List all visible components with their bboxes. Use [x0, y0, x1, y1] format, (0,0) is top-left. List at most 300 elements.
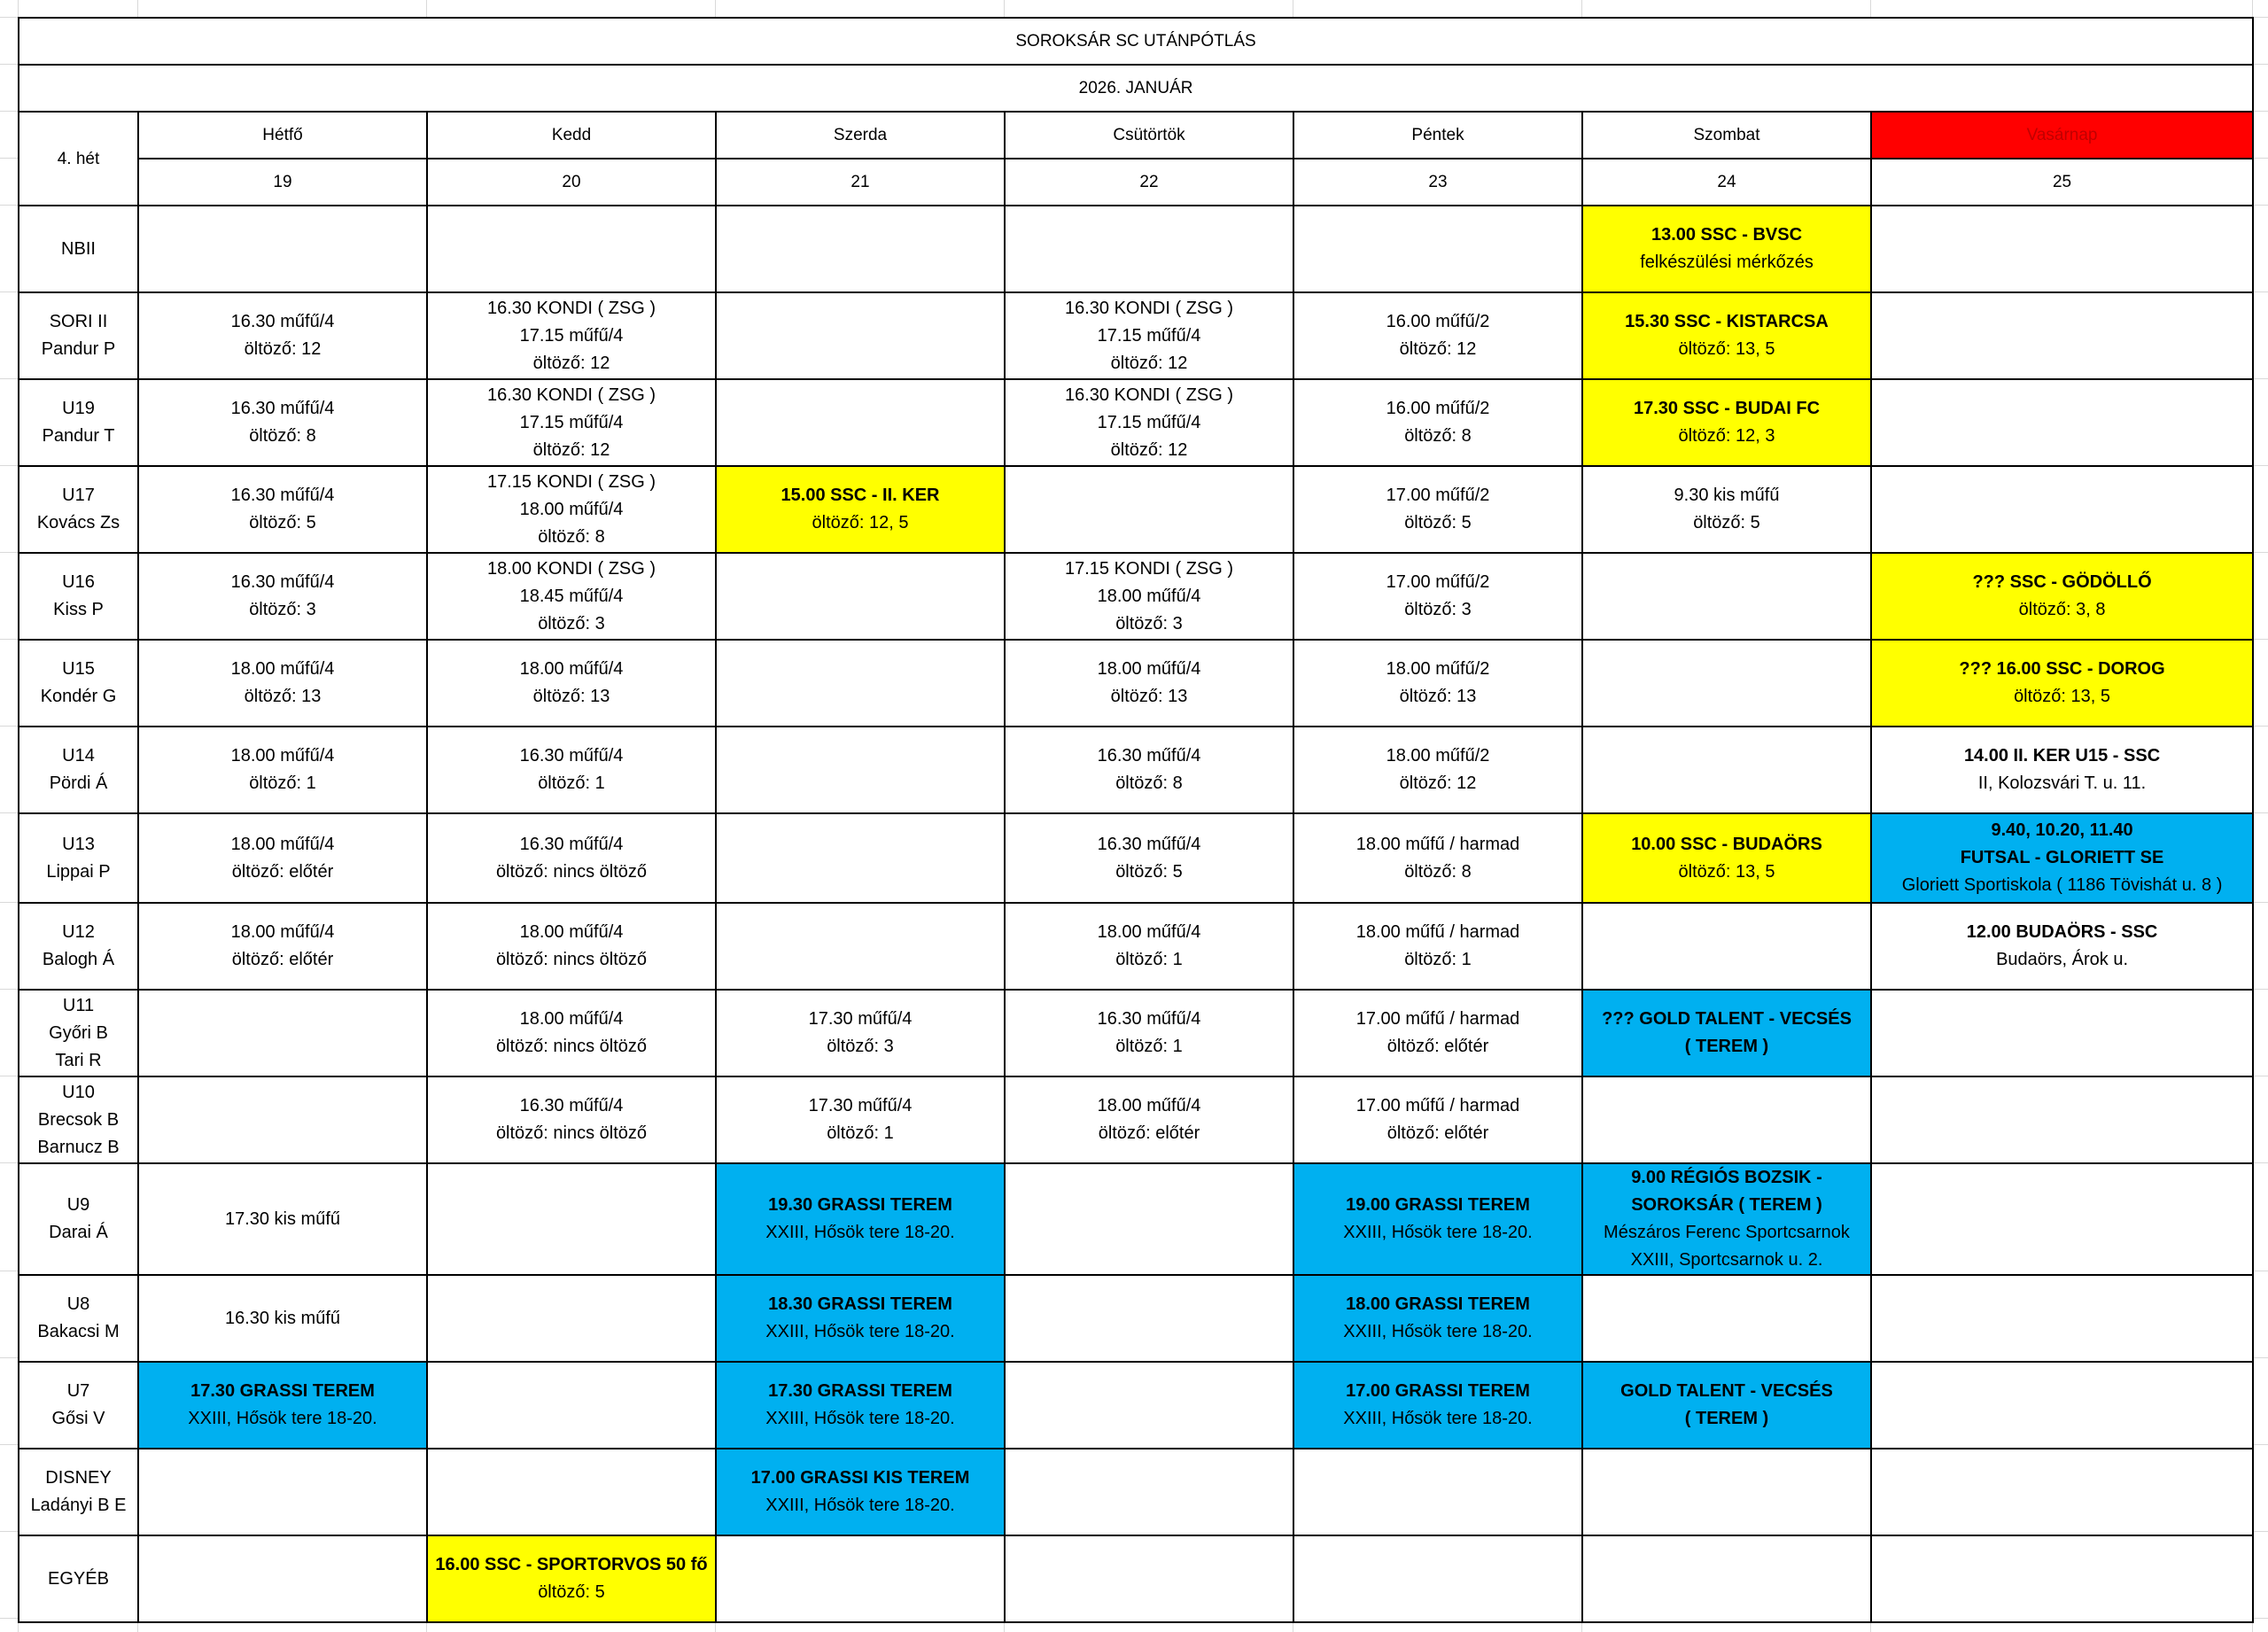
event-line: 17.30 műfű/4 — [808, 1096, 913, 1115]
team-row — [19, 206, 2253, 292]
team-row — [19, 1275, 2253, 1362]
event-title: ( TEREM ) — [1684, 1037, 1769, 1056]
event-line: 18.00 műfű/4 — [230, 659, 335, 679]
week-label: 4. hét — [19, 112, 138, 206]
schedule-cell — [1005, 1163, 1293, 1275]
schedule-cell — [427, 813, 716, 903]
event-line: 16.30 KONDI ( ZSG ) — [486, 385, 656, 405]
schedule-cell — [1871, 1449, 2253, 1535]
team-name: U7 — [66, 1381, 90, 1401]
coach-name: Barnucz B — [37, 1137, 120, 1157]
coach-name: Kondér G — [40, 687, 117, 706]
schedule-cell — [716, 990, 1005, 1076]
schedule-cell — [138, 292, 427, 379]
team-row — [19, 727, 2253, 813]
schedule-cell — [1005, 1449, 1293, 1535]
event-line: 18.00 műfű/4 — [230, 922, 335, 942]
schedule-cell — [1293, 553, 1582, 640]
schedule-cell — [716, 903, 1005, 990]
sheet-title: SOROKSÁR SC UTÁNPÓTLÁS — [19, 18, 2253, 65]
schedule-cell — [1582, 379, 1871, 466]
event-line: öltöző: 3 — [1115, 613, 1183, 633]
schedule-cell — [716, 1362, 1005, 1449]
event-line: 18.00 műfű/4 — [519, 659, 624, 679]
coach-name: Bakacsi M — [37, 1322, 120, 1341]
event-line: 16.30 műfű/4 — [519, 1096, 624, 1115]
event-line: öltöző: 1 — [1404, 950, 1472, 969]
schedule-cell — [1871, 990, 2253, 1076]
event-line: II, Kolozsvári T. u. 11. — [1977, 773, 2147, 793]
event-title: FUTSAL - GLORIETT SE — [1960, 848, 2164, 867]
schedule-cell — [1293, 1275, 1582, 1362]
team-label — [19, 1362, 138, 1449]
schedule-cell — [1582, 1275, 1871, 1362]
event-line: öltöző: 13 — [1110, 687, 1188, 706]
event-line: öltöző: előtér — [1386, 1123, 1489, 1143]
schedule-cell — [716, 813, 1005, 903]
schedule-cell — [1005, 206, 1293, 292]
schedule-cell — [138, 1076, 427, 1163]
schedule-cell — [1293, 379, 1582, 466]
schedule-cell — [1005, 1535, 1293, 1622]
event-title: 9.40, 10.20, 11.40 — [1991, 820, 2133, 840]
event-line: öltöző: 12 — [532, 439, 610, 460]
schedule-cell — [1293, 1076, 1582, 1163]
coach-name: Kovács Zs — [36, 513, 120, 532]
team-row — [19, 903, 2253, 990]
schedule-cell — [427, 1535, 716, 1622]
team-label — [19, 903, 138, 990]
schedule-cell — [716, 1275, 1005, 1362]
event-line: Gloriett Sportiskola ( 1186 Tövishát u. 8 ) — [1901, 875, 2223, 895]
event-line: Mészáros Ferenc Sportcsarnok — [1604, 1223, 1850, 1242]
event-line: öltöző: 3 — [827, 1037, 894, 1056]
event-title: 9.00 RÉGIÓS BOZSIK - — [1631, 1168, 1822, 1187]
team-row — [19, 466, 2253, 553]
event-line: 17.00 műfű / harmad — [1355, 1096, 1520, 1115]
schedule-cell — [1293, 640, 1582, 727]
schedule-cell — [138, 1163, 427, 1275]
schedule-cell — [716, 292, 1005, 379]
day-name-4: Péntek — [1293, 112, 1582, 159]
team-label — [19, 1449, 138, 1535]
event-line: öltöző: 8 — [249, 426, 316, 446]
schedule-cell — [138, 1449, 427, 1535]
dates-row — [19, 159, 2253, 206]
schedule-cell — [1005, 1076, 1293, 1163]
event-line: XXIII, Hősök tere 18-20. — [1343, 1409, 1533, 1428]
team-row — [19, 813, 2253, 903]
schedule-cell — [1293, 1163, 1582, 1275]
event-line: öltöző: 13, 5 — [2014, 687, 2111, 706]
event-line: 17.00 műfű / harmad — [1355, 1009, 1520, 1029]
event-title: 16.00 SSC - SPORTORVOS 50 fő — [435, 1555, 708, 1574]
event-line: öltöző: 13 — [1399, 687, 1477, 706]
event-line: öltöző: 5 — [1404, 513, 1472, 532]
schedule-cell — [1582, 206, 1871, 292]
schedule-cell — [138, 990, 427, 1076]
event-line: 16.30 műfű/4 — [230, 486, 335, 505]
schedule-cell — [427, 1362, 716, 1449]
team-label — [19, 466, 138, 553]
schedule-cell — [1293, 1535, 1582, 1622]
event-line: 16.30 kis műfű — [224, 1308, 341, 1328]
event-line: öltöző: 8 — [1404, 861, 1472, 882]
team-label — [19, 813, 138, 903]
schedule-cell — [716, 1535, 1005, 1622]
team-row — [19, 1076, 2253, 1163]
schedule-cell — [1005, 990, 1293, 1076]
team-label — [19, 990, 138, 1076]
schedule-cell — [1293, 813, 1582, 903]
event-line: 18.00 műfű/4 — [1097, 1096, 1201, 1115]
event-line: 18.00 műfű/2 — [1386, 659, 1490, 679]
team-label — [19, 1275, 138, 1362]
team-row — [19, 1535, 2253, 1622]
event-line: 16.30 műfű/4 — [230, 572, 335, 592]
team-label — [19, 1163, 138, 1275]
schedule-cell — [138, 379, 427, 466]
schedule-cell — [716, 1449, 1005, 1535]
event-line: öltöző: 12 — [1399, 773, 1477, 793]
event-line: öltöző: 3 — [1404, 600, 1472, 619]
event-line: Budaörs, Árok u. — [1996, 950, 2129, 969]
team-row — [19, 1362, 2253, 1449]
team-row — [19, 379, 2253, 466]
schedule-cell — [716, 553, 1005, 640]
schedule-cell — [1005, 379, 1293, 466]
day-date-5: 24 — [1582, 159, 1871, 206]
schedule-cell — [1293, 1449, 1582, 1535]
day-date-2: 21 — [716, 159, 1005, 206]
event-line: 18.00 műfű/4 — [519, 499, 624, 519]
team-label — [19, 640, 138, 727]
day-date-0: 19 — [138, 159, 427, 206]
event-title: 18.30 GRASSI TEREM — [768, 1294, 952, 1314]
event-line: 17.15 KONDI ( ZSG ) — [486, 471, 656, 492]
day-name-2: Szerda — [716, 112, 1005, 159]
schedule-cell — [427, 990, 716, 1076]
event-line: XXIII, Hősök tere 18-20. — [765, 1496, 955, 1515]
coach-name: Ladányi B E — [30, 1496, 127, 1515]
schedule-cell — [1871, 727, 2253, 813]
team-name: SORI II — [49, 312, 108, 331]
schedule-cell — [1582, 1362, 1871, 1449]
event-line: XXIII, Hősök tere 18-20. — [765, 1223, 955, 1242]
event-line: 16.30 műfű/4 — [519, 746, 624, 765]
event-line: 17.15 műfű/4 — [1097, 325, 1201, 346]
schedule-cell — [1293, 206, 1582, 292]
event-line: öltöző: 5 — [1115, 861, 1183, 882]
event-line: öltöző: 12 — [532, 353, 610, 373]
event-line: öltöző: 1 — [1115, 1037, 1183, 1056]
team-name: U12 — [62, 922, 95, 942]
event-line: öltöző: 1 — [249, 773, 316, 793]
coach-name: Pandur P — [41, 339, 116, 359]
team-name: U10 — [62, 1082, 95, 1102]
schedule-cell — [1871, 1076, 2253, 1163]
event-title: 10.00 SSC - BUDAÖRS — [1631, 834, 1822, 854]
event-line: öltöző: 13 — [244, 687, 322, 706]
team-label — [19, 206, 138, 292]
team-name: U17 — [62, 486, 95, 505]
schedule-cell — [716, 1163, 1005, 1275]
event-line: öltöző: 13 — [532, 687, 610, 706]
event-title: ??? 16.00 SSC - DOROG — [1959, 659, 2165, 679]
team-row — [19, 1163, 2253, 1275]
event-line: öltöző: 12 — [1399, 339, 1477, 359]
team-label — [19, 1535, 138, 1622]
event-line: felkészülési mérkőzés — [1640, 253, 1814, 272]
event-title: 19.30 GRASSI TEREM — [768, 1195, 952, 1215]
team-row — [19, 640, 2253, 727]
event-title: 15.00 SSC - II. KER — [781, 486, 940, 505]
schedule-cell — [427, 379, 716, 466]
event-line: 16.00 műfű/2 — [1386, 312, 1490, 331]
schedule-cell — [138, 640, 427, 727]
schedule-cell — [1005, 903, 1293, 990]
event-title: 12.00 BUDAÖRS - SSC — [1966, 922, 2158, 942]
schedule-cell — [1005, 553, 1293, 640]
event-line: öltöző: 3 — [249, 600, 316, 619]
event-line: 17.15 műfű/4 — [519, 412, 624, 432]
schedule-cell — [1293, 292, 1582, 379]
event-line: XXIII, Sportcsarnok u. 2. — [1630, 1250, 1823, 1270]
schedule-cell — [138, 553, 427, 640]
schedule-cell — [1005, 466, 1293, 553]
schedule-cell — [716, 727, 1005, 813]
schedule-cell — [1871, 1275, 2253, 1362]
event-line: öltöző: nincs öltöző — [495, 1037, 648, 1056]
event-line: 16.30 műfű/4 — [1097, 1009, 1201, 1029]
team-row — [19, 553, 2253, 640]
event-line: 18.45 műfű/4 — [519, 586, 624, 606]
schedule-cell — [427, 553, 716, 640]
schedule-cell — [1871, 813, 2253, 903]
event-title: GOLD TALENT - VECSÉS — [1620, 1381, 1833, 1401]
event-line: öltöző: 3, 8 — [2018, 600, 2106, 619]
schedule-cell — [1871, 1535, 2253, 1622]
team-row — [19, 990, 2253, 1076]
event-line: XXIII, Hősök tere 18-20. — [1343, 1223, 1533, 1242]
event-line: öltöző: 12, 3 — [1678, 426, 1775, 446]
schedule-cell — [138, 813, 427, 903]
schedule-cell — [427, 292, 716, 379]
day-name-1: Kedd — [427, 112, 716, 159]
schedule-cell — [427, 640, 716, 727]
day-date-6: 25 — [1871, 159, 2253, 206]
schedule-cell — [1871, 640, 2253, 727]
coach-name: Pördi Á — [49, 773, 108, 793]
event-line: 17.00 műfű/2 — [1386, 486, 1490, 505]
schedule-cell — [1871, 553, 2253, 640]
event-line: öltöző: előtér — [1098, 1123, 1200, 1143]
event-line: öltöző: előtér — [231, 950, 334, 969]
event-line: 17.15 műfű/4 — [519, 325, 624, 346]
coach-name: Lippai P — [46, 861, 111, 882]
event-title: 19.00 GRASSI TEREM — [1346, 1195, 1530, 1215]
event-line: 16.00 műfű/2 — [1386, 399, 1490, 418]
schedule-cell — [1293, 727, 1582, 813]
event-line: 16.30 KONDI ( ZSG ) — [486, 298, 656, 318]
event-title: ??? GOLD TALENT - VECSÉS — [1602, 1009, 1852, 1029]
event-line: 16.30 műfű/4 — [230, 312, 335, 331]
event-line: 17.30 műfű/4 — [808, 1009, 913, 1029]
schedule-cell — [1582, 1535, 1871, 1622]
schedule-cell — [427, 466, 716, 553]
team-label — [19, 292, 138, 379]
team-name: EGYÉB — [48, 1568, 109, 1589]
day-date-3: 22 — [1005, 159, 1293, 206]
schedule-cell — [716, 206, 1005, 292]
schedule-cell — [1005, 727, 1293, 813]
event-title: 18.00 GRASSI TEREM — [1346, 1294, 1530, 1314]
schedule-cell — [1582, 1449, 1871, 1535]
event-title: ( TEREM ) — [1684, 1409, 1769, 1428]
event-line: öltöző: nincs öltöző — [495, 1123, 648, 1143]
coach-name: Darai Á — [49, 1223, 108, 1242]
schedule-cell — [427, 206, 716, 292]
event-line: öltöző: 5 — [1693, 513, 1760, 532]
event-line: öltöző: 8 — [1404, 426, 1472, 446]
schedule-cell — [427, 1076, 716, 1163]
schedule-cell — [138, 903, 427, 990]
schedule-cell — [1582, 1076, 1871, 1163]
schedule-cell — [138, 1362, 427, 1449]
schedule-cell — [1582, 292, 1871, 379]
schedule-cell — [427, 903, 716, 990]
day-date-1: 20 — [427, 159, 716, 206]
day-name-3: Csütörtök — [1005, 112, 1293, 159]
event-line: 18.00 műfű/4 — [1097, 659, 1201, 679]
coach-name: Gősi V — [51, 1409, 105, 1428]
schedule-cell — [138, 727, 427, 813]
day-name-6: Vasárnap — [1871, 112, 2253, 159]
team-name: U16 — [62, 572, 95, 592]
event-line: öltöző: 12 — [1110, 439, 1188, 460]
event-title: 17.30 SSC - BUDAI FC — [1633, 399, 1821, 418]
schedule-cell — [1293, 903, 1582, 990]
event-line: öltöző: 3 — [538, 613, 605, 633]
coach-name: Kiss P — [53, 600, 104, 619]
schedule-cell — [1005, 292, 1293, 379]
event-line: 18.00 műfű/4 — [519, 1009, 624, 1029]
schedule-cell — [1582, 813, 1871, 903]
event-line: 16.30 műfű/4 — [230, 399, 335, 418]
schedule-cell — [1871, 466, 2253, 553]
event-line: 17.15 műfű/4 — [1097, 412, 1201, 432]
event-title: 14.00 II. KER U15 - SSC — [1963, 746, 2161, 765]
event-line: öltöző: 12 — [1110, 353, 1188, 373]
schedule-cell — [1293, 990, 1582, 1076]
event-line: 16.30 műfű/4 — [1097, 746, 1201, 765]
coach-name: Tari R — [55, 1050, 102, 1070]
coach-name: Brecsok B — [37, 1109, 120, 1130]
event-line: 18.00 műfű/2 — [1386, 746, 1490, 765]
event-line: öltöző: 5 — [538, 1582, 605, 1602]
event-line: 16.30 műfű/4 — [519, 834, 624, 854]
team-label — [19, 379, 138, 466]
schedule-table — [18, 17, 2254, 1623]
schedule-cell — [1871, 206, 2253, 292]
event-title: 17.30 GRASSI TEREM — [190, 1381, 375, 1401]
event-line: öltöző: nincs öltöző — [495, 950, 648, 969]
event-line: öltöző: 13, 5 — [1678, 339, 1775, 359]
event-title: 17.00 GRASSI KIS TEREM — [750, 1468, 970, 1488]
schedule-cell — [1005, 813, 1293, 903]
day-name-5: Szombat — [1582, 112, 1871, 159]
schedule-cell — [1582, 640, 1871, 727]
schedule-cell — [1005, 1362, 1293, 1449]
team-name: U8 — [66, 1294, 90, 1314]
event-line: öltöző: előtér — [1386, 1037, 1489, 1056]
event-line: öltöző: 1 — [1115, 950, 1183, 969]
team-label — [19, 1076, 138, 1163]
schedule-cell — [1582, 903, 1871, 990]
team-name: U14 — [62, 746, 95, 765]
event-line: öltöző: 1 — [827, 1123, 894, 1143]
schedule-cell — [1293, 466, 1582, 553]
schedule-cell — [716, 1076, 1005, 1163]
team-label — [19, 727, 138, 813]
schedule-cell — [1005, 640, 1293, 727]
event-line: XXIII, Hősök tere 18-20. — [765, 1409, 955, 1428]
event-line: 18.00 műfű/4 — [1097, 922, 1201, 942]
schedule-cell — [1871, 1362, 2253, 1449]
schedule-cell — [138, 466, 427, 553]
event-title: 15.30 SSC - KISTARCSA — [1625, 312, 1829, 331]
schedule-cell — [716, 466, 1005, 553]
event-line: öltöző: 13, 5 — [1678, 861, 1775, 882]
schedule-cell — [138, 1535, 427, 1622]
schedule-cell — [1871, 292, 2253, 379]
event-line: 17.00 műfű/2 — [1386, 572, 1490, 592]
day-names-row — [19, 112, 2253, 159]
event-line: XXIII, Hősök tere 18-20. — [1343, 1322, 1533, 1341]
event-line: öltöző: 8 — [538, 526, 605, 547]
team-row — [19, 1449, 2253, 1535]
team-name: DISNEY — [45, 1468, 112, 1488]
schedule-cell — [427, 1449, 716, 1535]
event-line: 18.00 műfű / harmad — [1355, 922, 1520, 942]
event-line: öltöző: előtér — [231, 861, 334, 882]
event-line: öltöző: 12, 5 — [812, 513, 909, 532]
schedule-cell — [1582, 727, 1871, 813]
schedule-cell — [1293, 1362, 1582, 1449]
schedule-cell — [427, 727, 716, 813]
schedule-cell — [1005, 1275, 1293, 1362]
schedule-cell — [1582, 990, 1871, 1076]
event-line: 18.00 műfű / harmad — [1355, 834, 1520, 854]
month-label: 2026. JANUÁR — [19, 65, 2253, 112]
coach-name: Pandur T — [42, 426, 115, 446]
event-line: öltöző: 12 — [244, 339, 322, 359]
team-name: U19 — [62, 399, 95, 418]
event-line: 18.00 műfű/4 — [519, 922, 624, 942]
event-title: 17.30 GRASSI TEREM — [768, 1381, 952, 1401]
event-line: öltöző: nincs öltöző — [495, 861, 648, 882]
team-name: NBII — [61, 238, 96, 259]
event-line: 16.30 KONDI ( ZSG ) — [1064, 298, 1234, 318]
event-line: 18.00 műfű/4 — [230, 746, 335, 765]
team-row — [19, 292, 2253, 379]
schedule-cell — [1582, 466, 1871, 553]
event-line: 9.30 kis műfű — [1674, 486, 1780, 505]
event-title: SOROKSÁR ( TEREM ) — [1631, 1195, 1822, 1215]
event-line: 17.15 KONDI ( ZSG ) — [1064, 558, 1234, 579]
day-date-4: 23 — [1293, 159, 1582, 206]
team-name: U15 — [62, 659, 95, 679]
